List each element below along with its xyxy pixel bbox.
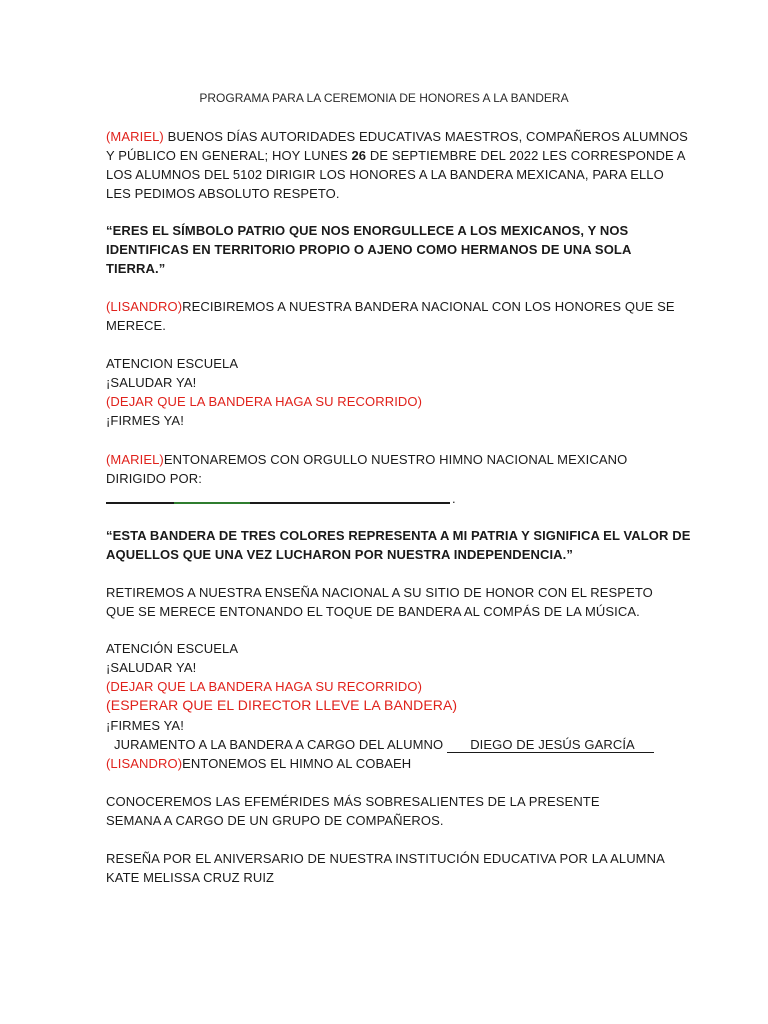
quote-2-line-2: AQUELLOS QUE UNA VEZ LUCHARON POR NUESTRA INDEPENDENCIA.” bbox=[106, 547, 573, 562]
quote-2-line-1: “ESTA BANDERA DE TRES COLORES REPRESENTA A MI PATRIA Y SIGNIFICA EL VALOR DE bbox=[106, 528, 691, 543]
quote-1-line-3: TIERRA.” bbox=[106, 261, 166, 276]
receive-flag-line-1 bbox=[106, 297, 675, 316]
retire-flag-line-2: QUE SE MERECE ENTONANDO EL TOQUE DE BANDERA AL COMPÁS DE LA MÚSICA. bbox=[106, 604, 640, 619]
underline-segment bbox=[250, 502, 450, 504]
greeting-text: BUENOS DÍAS AUTORIDADES EDUCATIVAS MAESTROS, COMPAÑEROS ALUMNOS bbox=[163, 129, 688, 144]
speaker-mariel: (MARIEL) bbox=[106, 129, 164, 144]
cobaeh-anthem-text: ENTONEMOS EL HIMNO AL COBAEH bbox=[182, 756, 412, 771]
quote-1-line-1: “ERES EL SÍMBOLO PATRIO QUE NOS ENORGULLECE A LOS MEXICANOS, Y NOS bbox=[106, 223, 629, 238]
greeting-line-4: LES PEDIMOS ABSOLUTO RESPETO. bbox=[106, 186, 340, 201]
greeting-line-3: LOS ALUMNOS DEL 5102 DIRIGIR LOS HONORES A LA BANDERA MEXICANA, PARA ELLO bbox=[106, 167, 664, 182]
greeting-text: Y PÚBLICO EN GENERAL; HOY LUNES bbox=[106, 148, 352, 163]
speaker-mariel: (MARIEL) bbox=[106, 452, 164, 467]
receive-flag-text: RECIBIREMOS A NUESTRA BANDERA NACIONAL CON LOS HONORES QUE SE bbox=[182, 299, 675, 314]
ephemerides-line-1: CONOCEREMOS LAS EFEMÉRIDES MÁS SOBRESALIENTES DE LA PRESENTE bbox=[106, 794, 600, 809]
anthem-text: ENTONAREMOS CON ORGULLO NUESTRO HIMNO NACIONAL MEXICANO bbox=[163, 452, 628, 467]
oath-student-name: DIEGO DE JESÚS GARCÍA bbox=[447, 737, 653, 752]
ephemerides-line-2: SEMANA A CARGO DE UN GRUPO DE COMPAÑEROS. bbox=[106, 813, 444, 828]
retire-flag-line-1: RETIREMOS A NUESTRA ENSEÑA NACIONAL A SU SITIO DE HONOR CON EL RESPETO bbox=[106, 585, 653, 600]
quote-1-line-2: IDENTIFICAS EN TERRITORIO PROPIO O AJENO COMO HERMANOS DE UNA SOLA bbox=[106, 242, 632, 257]
oath-line bbox=[114, 735, 654, 754]
greeting-line-1 bbox=[106, 127, 688, 146]
receive-flag-line-2: MERECE. bbox=[106, 318, 166, 333]
conductor-signature-line bbox=[106, 488, 768, 508]
command-firm: ¡FIRMES YA! bbox=[106, 718, 184, 733]
stage-direction-director: (ESPERAR QUE EL DIRECTOR LLEVE LA BANDERA) bbox=[106, 697, 458, 713]
command-attention: ATENCION ESCUELA bbox=[106, 356, 239, 371]
speaker-lisandro: (LISANDRO) bbox=[106, 756, 183, 771]
date-day: 26 bbox=[351, 148, 367, 163]
command-attention: ATENCIÓN ESCUELA bbox=[106, 641, 239, 656]
underline-segment bbox=[106, 502, 174, 504]
stage-direction-flag-route: (DEJAR QUE LA BANDERA HAGA SU RECORRIDO) bbox=[106, 679, 423, 694]
command-salute: ¡SALUDAR YA! bbox=[106, 660, 197, 675]
speaker-lisandro: (LISANDRO) bbox=[106, 299, 183, 314]
greeting-line-2 bbox=[106, 146, 685, 165]
anthem-line-2: DIRIGIDO POR: bbox=[106, 471, 202, 486]
underline-segment bbox=[174, 502, 250, 504]
signature-period: . bbox=[452, 491, 456, 506]
cobaeh-anthem-line bbox=[106, 754, 411, 773]
stage-direction-flag-route: (DEJAR QUE LA BANDERA HAGA SU RECORRIDO) bbox=[106, 394, 423, 409]
command-firm: ¡FIRMES YA! bbox=[106, 413, 184, 428]
greeting-text: DE SEPTIEMBRE DEL 2022 LES CORRESPONDE A bbox=[366, 148, 686, 163]
anniversary-line-2: KATE MELISSA CRUZ RUIZ bbox=[106, 870, 275, 885]
anniversary-line-1: RESEÑA POR EL ANIVERSARIO DE NUESTRA INSTITUCIÓN EDUCATIVA POR LA ALUMNA bbox=[106, 851, 665, 866]
oath-text: JURAMENTO A LA BANDERA A CARGO DEL ALUMNO bbox=[114, 737, 447, 752]
command-salute: ¡SALUDAR YA! bbox=[106, 375, 197, 390]
document-title: PROGRAMA PARA LA CEREMONIA DE HONORES A LA BANDERA bbox=[199, 91, 569, 105]
anthem-line-1 bbox=[106, 450, 627, 469]
